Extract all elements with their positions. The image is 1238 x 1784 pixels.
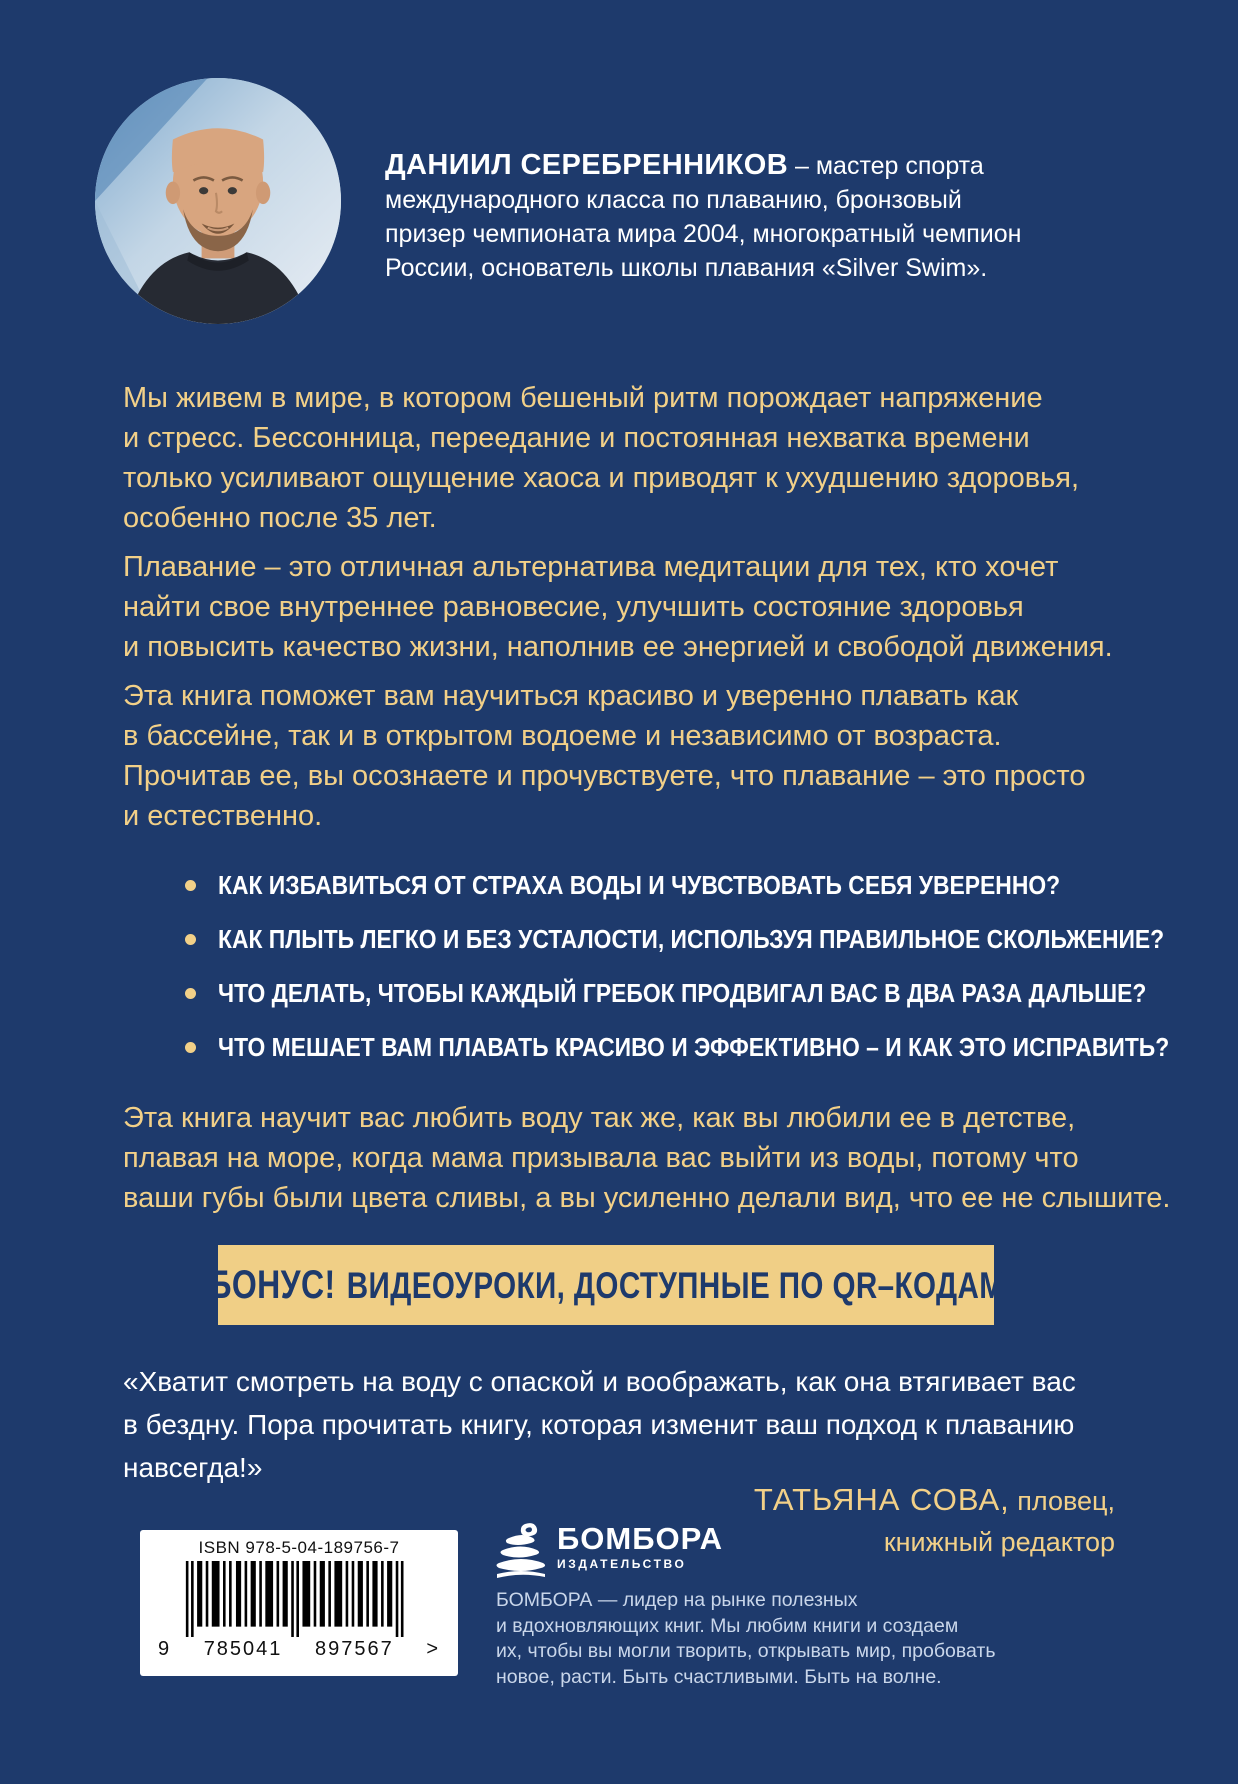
barcode-group1: 785041 [203,1638,283,1660]
paragraph-line: и повысить качество жизни, наполнив ее энергией и свободой движения. [123,631,1113,663]
barcode-digits [158,1638,440,1661]
barcode-group2: 897567 [315,1638,394,1660]
barcode-arrow: > [426,1638,440,1660]
publisher-description-line: БОМБОРА — лидер на рынке полезных [496,1589,858,1611]
paragraph-line: только усиливают ощущение хаоса и приводят к ухудшению здоровья, [123,462,1080,494]
paragraph-line: Эта книга поможет вам научиться красиво и уверенно плавать как [123,680,1019,712]
reviewer-role-line2: книжный редактор [883,1527,1115,1557]
paragraph-line: и стресс. Бессонница, переедание и постоянная нехватка времени [123,422,1030,454]
author-bio-rest: – мастер спорта [788,152,984,180]
quote-line: навсегда!» [123,1452,263,1483]
publisher-name: БОМБОРА [557,1521,723,1556]
bullet-question: КАК ПЛЫТЬ ЛЕГКО И БЕЗ УСТАЛОСТИ, ИСПОЛЬЗУЯ ПРАВИЛЬНОЕ СКОЛЬЖЕНИЕ? [218,924,1165,954]
author-bio-line: призер чемпионата мира 2004, многократный чемпион [385,220,1022,248]
paragraph-line: Прочитав ее, вы осознаете и прочувствуете, что плавание – это просто [123,760,1086,792]
bonus-banner [208,1245,1004,1325]
author-bio-line: международного класса по плаванию, бронзовый [385,186,962,214]
paragraph-line: и естественно. [123,800,323,832]
barcode-digit-lead: 9 [158,1638,172,1660]
author-bio-line [385,148,1045,183]
paragraph-line: Плавание – это отличная альтернатива медитации для тех, кто хочет [123,551,1059,583]
review-quote [123,1360,1143,1489]
author-bio [385,148,1045,285]
bullet-dot-icon [185,988,196,999]
bullet-dot-icon [185,1042,196,1053]
isbn-barcode-block [140,1530,458,1676]
reviewer-role: пловец, [1009,1486,1115,1516]
bullet-item [185,922,1185,976]
paragraph-line: ваши губы были цвета сливы, а вы усиленно делали вид, что ее не слышите. [123,1182,1171,1214]
author-photo [95,78,341,324]
author-name: ДАНИИЛ СЕРЕБРЕННИКОВ [385,149,789,181]
bonus-banner-text [208,1263,1004,1308]
paragraph-line: плавая на море, когда мама призывала вас выйти из воды, потому что [123,1142,1079,1174]
attribution-line [595,1482,1115,1524]
paragraph-line: Эта книга научит вас любить воду так же, как вы любили ее в детстве, [123,1102,1076,1134]
barcode-icon [163,1561,435,1637]
bullet-dot-icon [185,880,196,891]
reviewer-name: ТАТЬЯНА СОВА, [753,1482,1010,1517]
quote-line: «Хватит смотреть на воду с опаской и воображать, как она втягивает вас [123,1366,1076,1397]
paragraph-stress [123,378,1143,538]
publisher-logo [495,1522,723,1580]
bullet-item [185,976,1185,1030]
bombora-logo-icon [495,1522,547,1580]
bullet-question-list [185,868,1185,1084]
bullet-dot-icon [185,934,196,945]
paragraph-line: в бассейне, так и в открытом водоеме и независимо от возраста. [123,720,1002,752]
paragraph-line: найти свое внутреннее равновесие, улучшить состояние здоровья [123,591,1024,623]
author-bio-line: России, основатель школы плавания «Silver Swim». [385,254,988,282]
bullet-item [185,1030,1185,1084]
bullet-item [185,868,1185,922]
bullet-question: ЧТО МЕШАЕТ ВАМ ПЛАВАТЬ КРАСИВО И ЭФФЕКТИВНО – И КАК ЭТО ИСПРАВИТЬ? [218,1032,1170,1062]
publisher-description [496,1588,1056,1690]
publisher-tagline: ИЗДАТЕЛЬСТВО [557,1557,687,1571]
bonus-description: ВИДЕОУРОКИ, ДОСТУПНЫЕ ПО QR–КОДАМ [346,1264,1004,1306]
bullet-question: КАК ИЗБАВИТЬСЯ ОТ СТРАХА ВОДЫ И ЧУВСТВОВАТЬ СЕБЯ УВЕРЕННО? [218,870,1061,900]
bonus-label: БОНУС! [208,1262,336,1307]
publisher-description-line: их, чтобы вы могли творить, открывать мир, пробовать [496,1640,996,1662]
quote-line: в бездну. Пора прочитать книгу, которая изменит ваш подход к плаванию [123,1409,1075,1440]
publisher-description-line: и вдохновляющих книг. Мы любим книги и создаем [496,1614,959,1637]
publisher-description-line: новое, расти. Быть счастливыми. Быть на волне. [496,1665,942,1688]
paragraph-line: Мы живем в мире, в котором бешеный ритм порождает напряжение [123,382,1043,414]
publisher-logo-words [557,1522,723,1580]
bullet-question: ЧТО ДЕЛАТЬ, ЧТОБЫ КАЖДЫЙ ГРЕБОК ПРОДВИГАЛ ВАС В ДВА РАЗА ДАЛЬШЕ? [218,978,1147,1008]
paragraph-promise [123,676,1143,836]
isbn-label: ISBN 978-5-04-189756-7 [198,1538,400,1557]
author-photo-illustration [95,78,341,324]
paragraph-line: особенно после 35 лет. [123,502,437,534]
paragraph-love-water [123,1098,1171,1218]
paragraph-meditation [123,547,1143,667]
